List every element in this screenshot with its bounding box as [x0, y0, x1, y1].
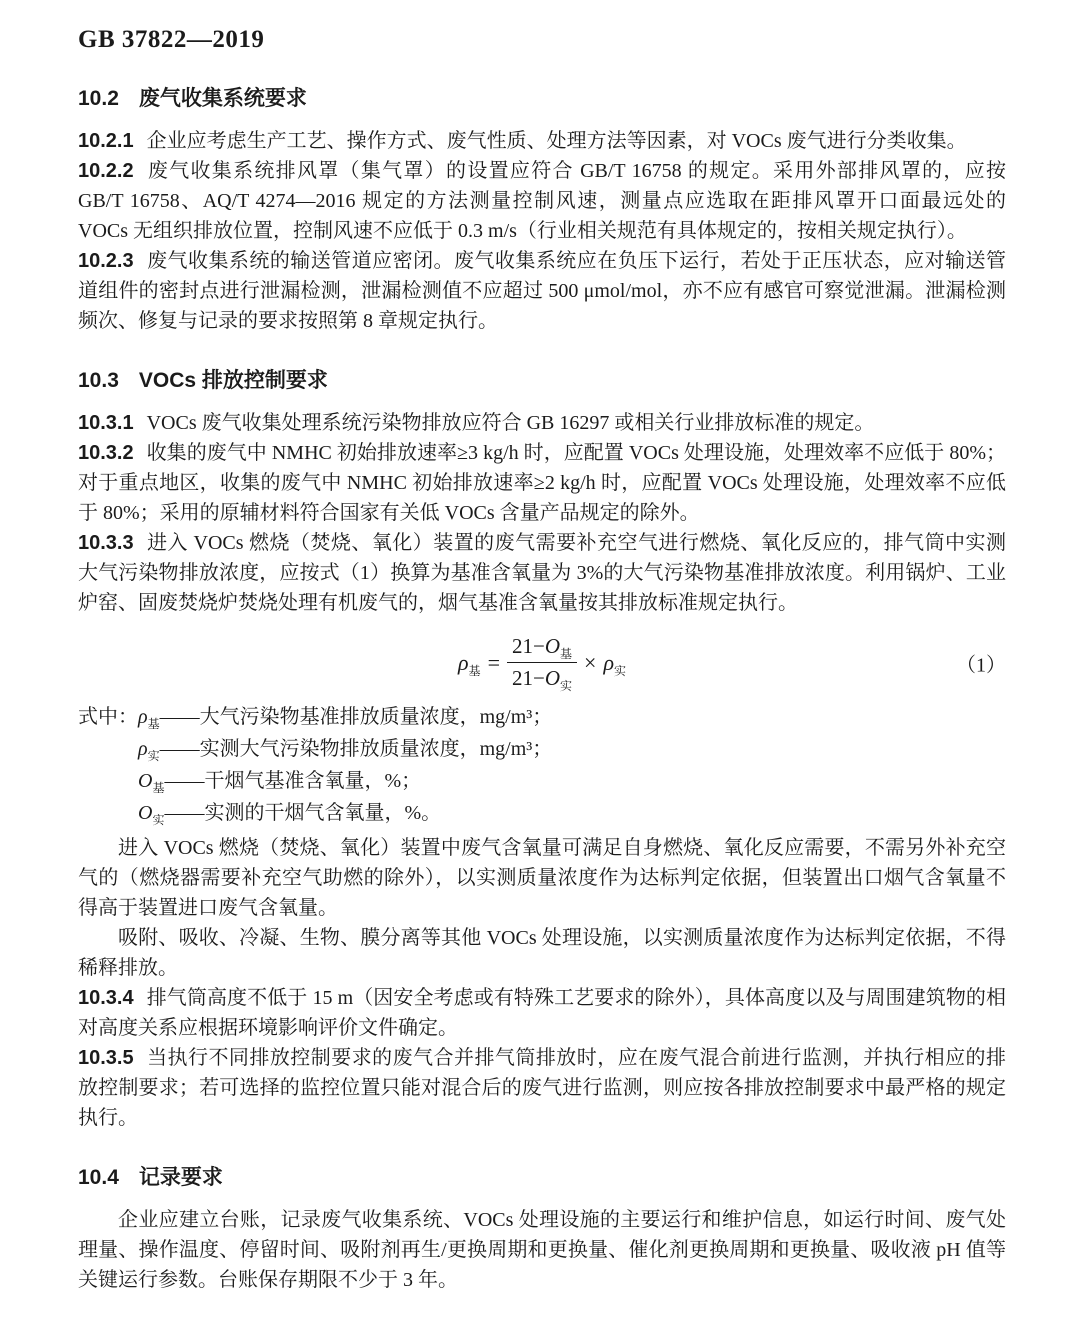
formula-symbol: $O_实$: [544, 666, 573, 693]
fraction-denominator: $21-O_实$: [511, 666, 573, 693]
clause-paragraph: [78, 983, 1006, 1043]
where-item: [78, 797, 1006, 829]
body-paragraph: 企业应建立台账，记录废气收集系统、VOCs 处理设施的主要运行和维护信息，如运行时间、废气处理量、操作温度、停留时间、吸附剂再生/更换周期和更换量、催化剂更换周期和更换量、吸收液 pH 值等关键运行参数。台账保存期限不少于 3 年。: [78, 1209, 1006, 1291]
clause-number: 10.3.3: [78, 532, 134, 554]
formula: [78, 634, 1006, 691]
document-body: [78, 86, 1006, 1295]
clause-number: 10.3.5: [78, 1047, 134, 1069]
formula-symbol: $\rho_实$: [603, 649, 627, 678]
clause-text: 排气筒高度不低于 15 m（因安全考虑或有特殊工艺要求的除外），具体高度以及与周围建筑物的相对高度关系应根据环境影响评价文件确定。: [78, 987, 1006, 1039]
clause-text: 收集的废气中 NMHC 初始排放速率≥3 kg/h 时，应配置 VOCs 处理设施，处理效率不应低于 80%；对于重点地区，收集的废气中 NMHC 初始排放速率≥2 kg/h 时，应配置 VOCs 处理设施，处理效率不应低于 80%；采用的原辅材料符合国家有关低 VOCs 含量产品规定的除外。: [78, 442, 1006, 524]
clause-text: VOCs 废气收集处理系统污染物排放应符合 GB 16297 或相关行业排放标准的规定。: [146, 412, 875, 434]
equals-sign: =: [487, 649, 500, 675]
clause-paragraph: [78, 408, 1006, 438]
formula-subscript: 实: [560, 679, 573, 693]
section-number: 10.4: [78, 1166, 119, 1189]
doc-number: GB 37822—2019: [78, 26, 265, 53]
clause-text: 废气收集系统排风罩（集气罩）的设置应符合 GB/T 16758 的规定。采用外部排风罩的，应按 GB/T 16758、AQ/T 4274—2016 规定的方法测量控制风速，测量点应选取在距排风罩开口面最远处的 VOCs 无组织排放位置，控制风速不应低于 0.3 m/s（行业相关规范有具体规定的，按相关规定执行）。: [78, 160, 1006, 242]
formula-subscript: 基: [468, 663, 481, 678]
formula-subscript: 实: [147, 749, 160, 763]
section-number: 10.3: [78, 369, 119, 392]
fraction-numerator: $21-O_基$: [507, 634, 577, 663]
clause-text: 废气收集系统的输送管道应密闭。废气收集系统应在负压下运行，若处于正压状态，应对输送管道组件的密封点进行泄漏检测，泄漏检测值不应超过 500 μmol/mol，亦不应有感官可察觉泄漏。泄漏检测频次、修复与记录的要求按照第 8 章规定执行。: [78, 250, 1006, 332]
where-description: ——实测大气污染物排放质量浓度，mg/m³；: [159, 738, 553, 760]
formula-symbol: $O_实$: [138, 802, 165, 827]
where-item: [78, 701, 1006, 733]
formula-subscript: 基: [147, 717, 160, 731]
clause-paragraph: [78, 246, 1006, 336]
clause-paragraph: [78, 528, 1006, 618]
section-heading: [78, 86, 1006, 112]
clause-number: 10.2.3: [78, 250, 134, 272]
formula-subscript: 基: [560, 647, 573, 661]
section-title: VOCs 排放控制要求: [138, 369, 328, 392]
where-item: [78, 765, 1006, 797]
where-description: ——干烟气基准含氧量，%；: [164, 770, 422, 792]
formula-symbol: $O_基$: [138, 770, 165, 795]
clause-text: 进入 VOCs 燃烧（焚烧、氧化）装置的废气需要补充空气进行燃烧、氧化反应的，排气筒中实测大气污染物排放浓度，应按式（1）换算为基准含氧量为 3%的大气污染物基准排放浓度。利用锅炉、工业炉窑、固废焚烧炉焚烧处理有机废气的，烟气基准含氧量按其排放标准规定执行。: [78, 532, 1006, 614]
body-paragraph: 进入 VOCs 燃烧（焚烧、氧化）装置中废气含氧量可满足自身燃烧、氧化反应需要，不需另外补充空气的（燃烧器需要补充空气助燃的除外），以实测质量浓度作为达标判定依据，但装置出口烟气含氧量不得高于装置进口废气含氧量。: [78, 837, 1006, 919]
equation-number: （1）: [956, 654, 1006, 676]
clause-number: 10.2.2: [78, 160, 134, 182]
clause-text: 当执行不同排放控制要求的废气合并排气筒排放时，应在废气混合前进行监测，并执行相应的排放控制要求；若可选择的监控位置只能对混合后的废气进行监测，则应按各排放控制要求中最严格的规定执行。: [78, 1047, 1006, 1129]
formula-subscript: 基: [152, 781, 165, 795]
multiplication-sign: ×: [584, 649, 597, 675]
where-item: [78, 733, 1006, 765]
formula-subscript: 实: [614, 663, 627, 678]
clause-paragraph: [78, 438, 1006, 528]
section-title: 记录要求: [138, 1166, 223, 1189]
section-number: 10.2: [78, 87, 119, 110]
formula-subscript: 实: [152, 813, 165, 827]
clause-paragraph: [78, 156, 1006, 246]
clause-paragraph: [78, 126, 1006, 156]
formula-symbol: $\rho_基$: [138, 706, 160, 731]
clause-text: 企业应考虑生产工艺、操作方式、废气性质、处理方法等因素，对 VOCs 废气进行分类收集。: [146, 130, 967, 152]
where-list: [78, 701, 1006, 829]
clause-number: 10.3.2: [78, 442, 134, 464]
clause-number: 10.2.1: [78, 130, 134, 152]
clause-number: 10.3.1: [78, 412, 134, 434]
section-title: 废气收集系统要求: [138, 87, 307, 110]
clause-number: 10.3.4: [78, 987, 134, 1009]
formula-symbol: $\rho_实$: [138, 738, 160, 763]
formula-symbol: $O_基$: [544, 634, 573, 661]
where-label: 式中：: [78, 706, 138, 728]
section-heading: [78, 1165, 1006, 1191]
fraction: [507, 634, 577, 691]
formula-symbol: $\rho_基$: [457, 649, 481, 678]
where-description: ——实测的干烟气含氧量，%。: [164, 802, 442, 824]
section-heading: [78, 368, 1006, 394]
body-paragraph: 吸附、吸收、冷凝、生物、膜分离等其他 VOCs 处理设施，以实测质量浓度作为达标判定依据，不得稀释排放。: [78, 927, 1006, 979]
where-description: ——大气污染物基准排放质量浓度，mg/m³；: [159, 706, 553, 728]
clause-paragraph: [78, 1043, 1006, 1133]
